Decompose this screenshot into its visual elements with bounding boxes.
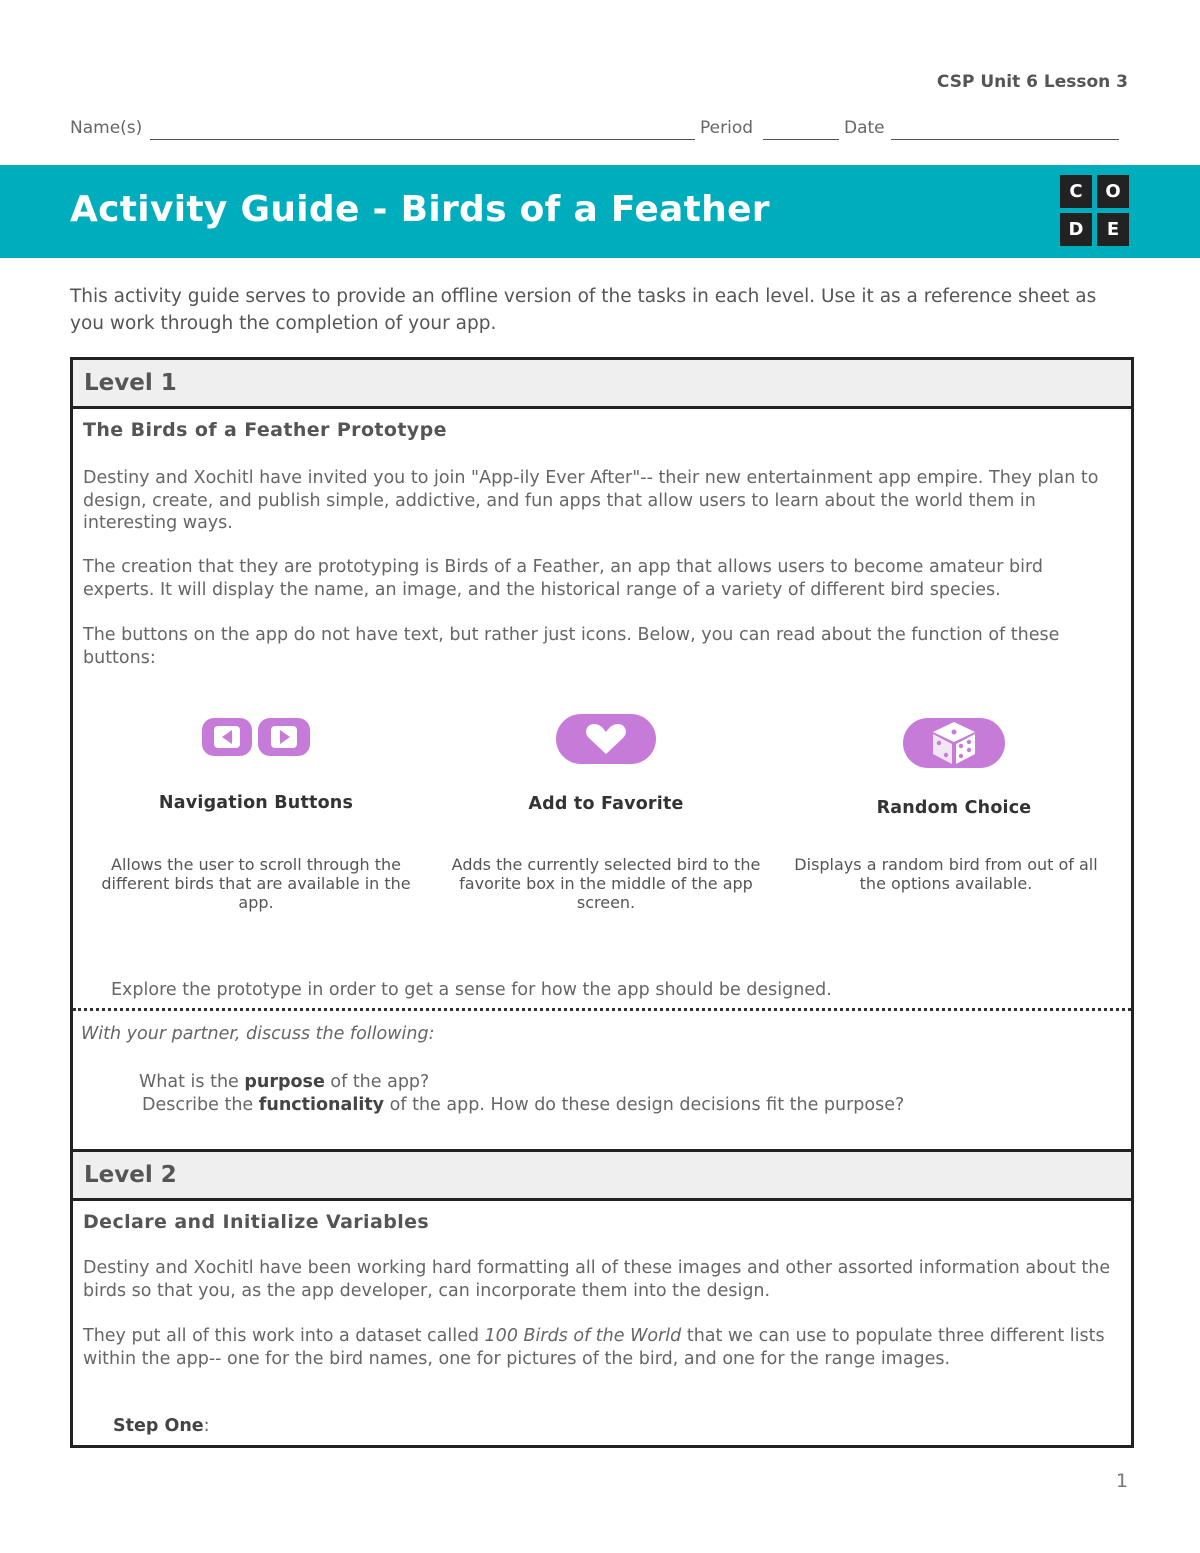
level-2-para-1: Destiny and Xochitl have been working hard formatting all of these images and other assorted information about the birds so that you, as the app developer, can incorporate them into the design.	[83, 1258, 1111, 1301]
explore-text: Explore the prototype in order to get a sense for how the app should be designed.	[111, 980, 832, 1000]
level-1-header: Level 1	[73, 360, 1131, 409]
logo-letter-c: C	[1060, 175, 1092, 208]
name-field-line[interactable]	[150, 139, 695, 140]
name-label: Name(s)	[70, 118, 143, 138]
nav-buttons-desc: Allows the user to scroll through the different birds that are available in the app.	[101, 855, 411, 912]
favorite-button-image	[556, 714, 656, 764]
dataset-name: 100 Birds of the World	[484, 1326, 682, 1346]
bottom-border	[70, 1445, 1134, 1448]
level-1-para-2: The creation that they are prototyping is Birds of a Feather, an app that allows users to become amateur bird experts. It will display the name, an image, and the historical range of a variety of different bird species.	[83, 557, 1043, 600]
arrow-right-icon	[258, 718, 310, 756]
intro-text: This activity guide serves to provide an offline version of the tasks in each level. Use it as a reference sheet as you work through the completion of your app.	[70, 286, 1097, 334]
favorite-column	[441, 794, 771, 814]
random-label: Random Choice	[876, 798, 1032, 818]
arrow-left-icon	[202, 718, 252, 756]
logo-letter-o: O	[1097, 175, 1129, 208]
step-one: Step One:	[113, 1416, 210, 1436]
name-period-date-line	[70, 118, 1130, 144]
question-purpose: What is the purpose of the app?	[139, 1072, 430, 1092]
purpose-keyword: purpose	[244, 1072, 325, 1092]
title-banner	[0, 165, 1200, 258]
random-button-image	[903, 718, 1005, 768]
period-label: Period	[700, 118, 754, 138]
level-2-title: Declare and Initialize Variables	[83, 1211, 430, 1233]
date-label: Date	[844, 118, 885, 138]
nav-buttons-column	[91, 793, 421, 813]
lesson-label: CSP Unit 6 Lesson 3	[936, 72, 1128, 92]
logo-letter-e: E	[1097, 213, 1129, 246]
random-column	[789, 798, 1119, 818]
nav-buttons-label: Navigation Buttons	[158, 793, 354, 813]
level-2-header: Level 2	[73, 1152, 1131, 1201]
favorite-label: Add to Favorite	[528, 794, 684, 814]
dotted-divider	[73, 1008, 1131, 1011]
level-1-section	[70, 357, 1134, 1152]
functionality-keyword: functionality	[258, 1095, 385, 1115]
level-1-title: The Birds of a Feather Prototype	[83, 419, 447, 441]
page-title: Activity Guide - Birds of a Feather	[70, 189, 770, 230]
logo-letter-d: D	[1060, 213, 1092, 246]
random-desc: Displays a random bird from out of all the options available.	[794, 855, 1098, 893]
heart-icon	[556, 714, 656, 764]
question-functionality: Describe the functionality of the app. How do these design decisions fit the purpose?	[142, 1095, 905, 1115]
favorite-desc: Adds the currently selected bird to the favorite box in the middle of the app screen.	[451, 855, 761, 912]
code-logo	[1060, 175, 1130, 249]
level-1-para-3: The buttons on the app do not have text, but rather just icons. Below, you can read about the function of these buttons:	[83, 625, 1060, 668]
discuss-prompt: With your partner, discuss the following:	[81, 1024, 435, 1044]
level-2-section	[70, 1149, 1134, 1448]
nav-left-button-image	[202, 718, 252, 756]
level-1-para-1: Destiny and Xochitl have invited you to join "App-ily Ever After"-- their new entertainment app empire. They plan to design, create, and publish simple, addictive, and fun apps that allow users to learn about the world them in interesting ways.	[83, 468, 1099, 533]
date-field-line[interactable]	[891, 139, 1119, 140]
page-number: 1	[1115, 1470, 1128, 1492]
nav-right-button-image	[258, 718, 310, 756]
period-field-line[interactable]	[763, 139, 839, 140]
level-2-para-2: They put all of this work into a dataset called 100 Birds of the World that we can use to populate three different lists within the app-- one for the bird names, one for pictures of the bird, and one for the range images.	[83, 1326, 1105, 1369]
dice-icon	[903, 718, 1005, 768]
